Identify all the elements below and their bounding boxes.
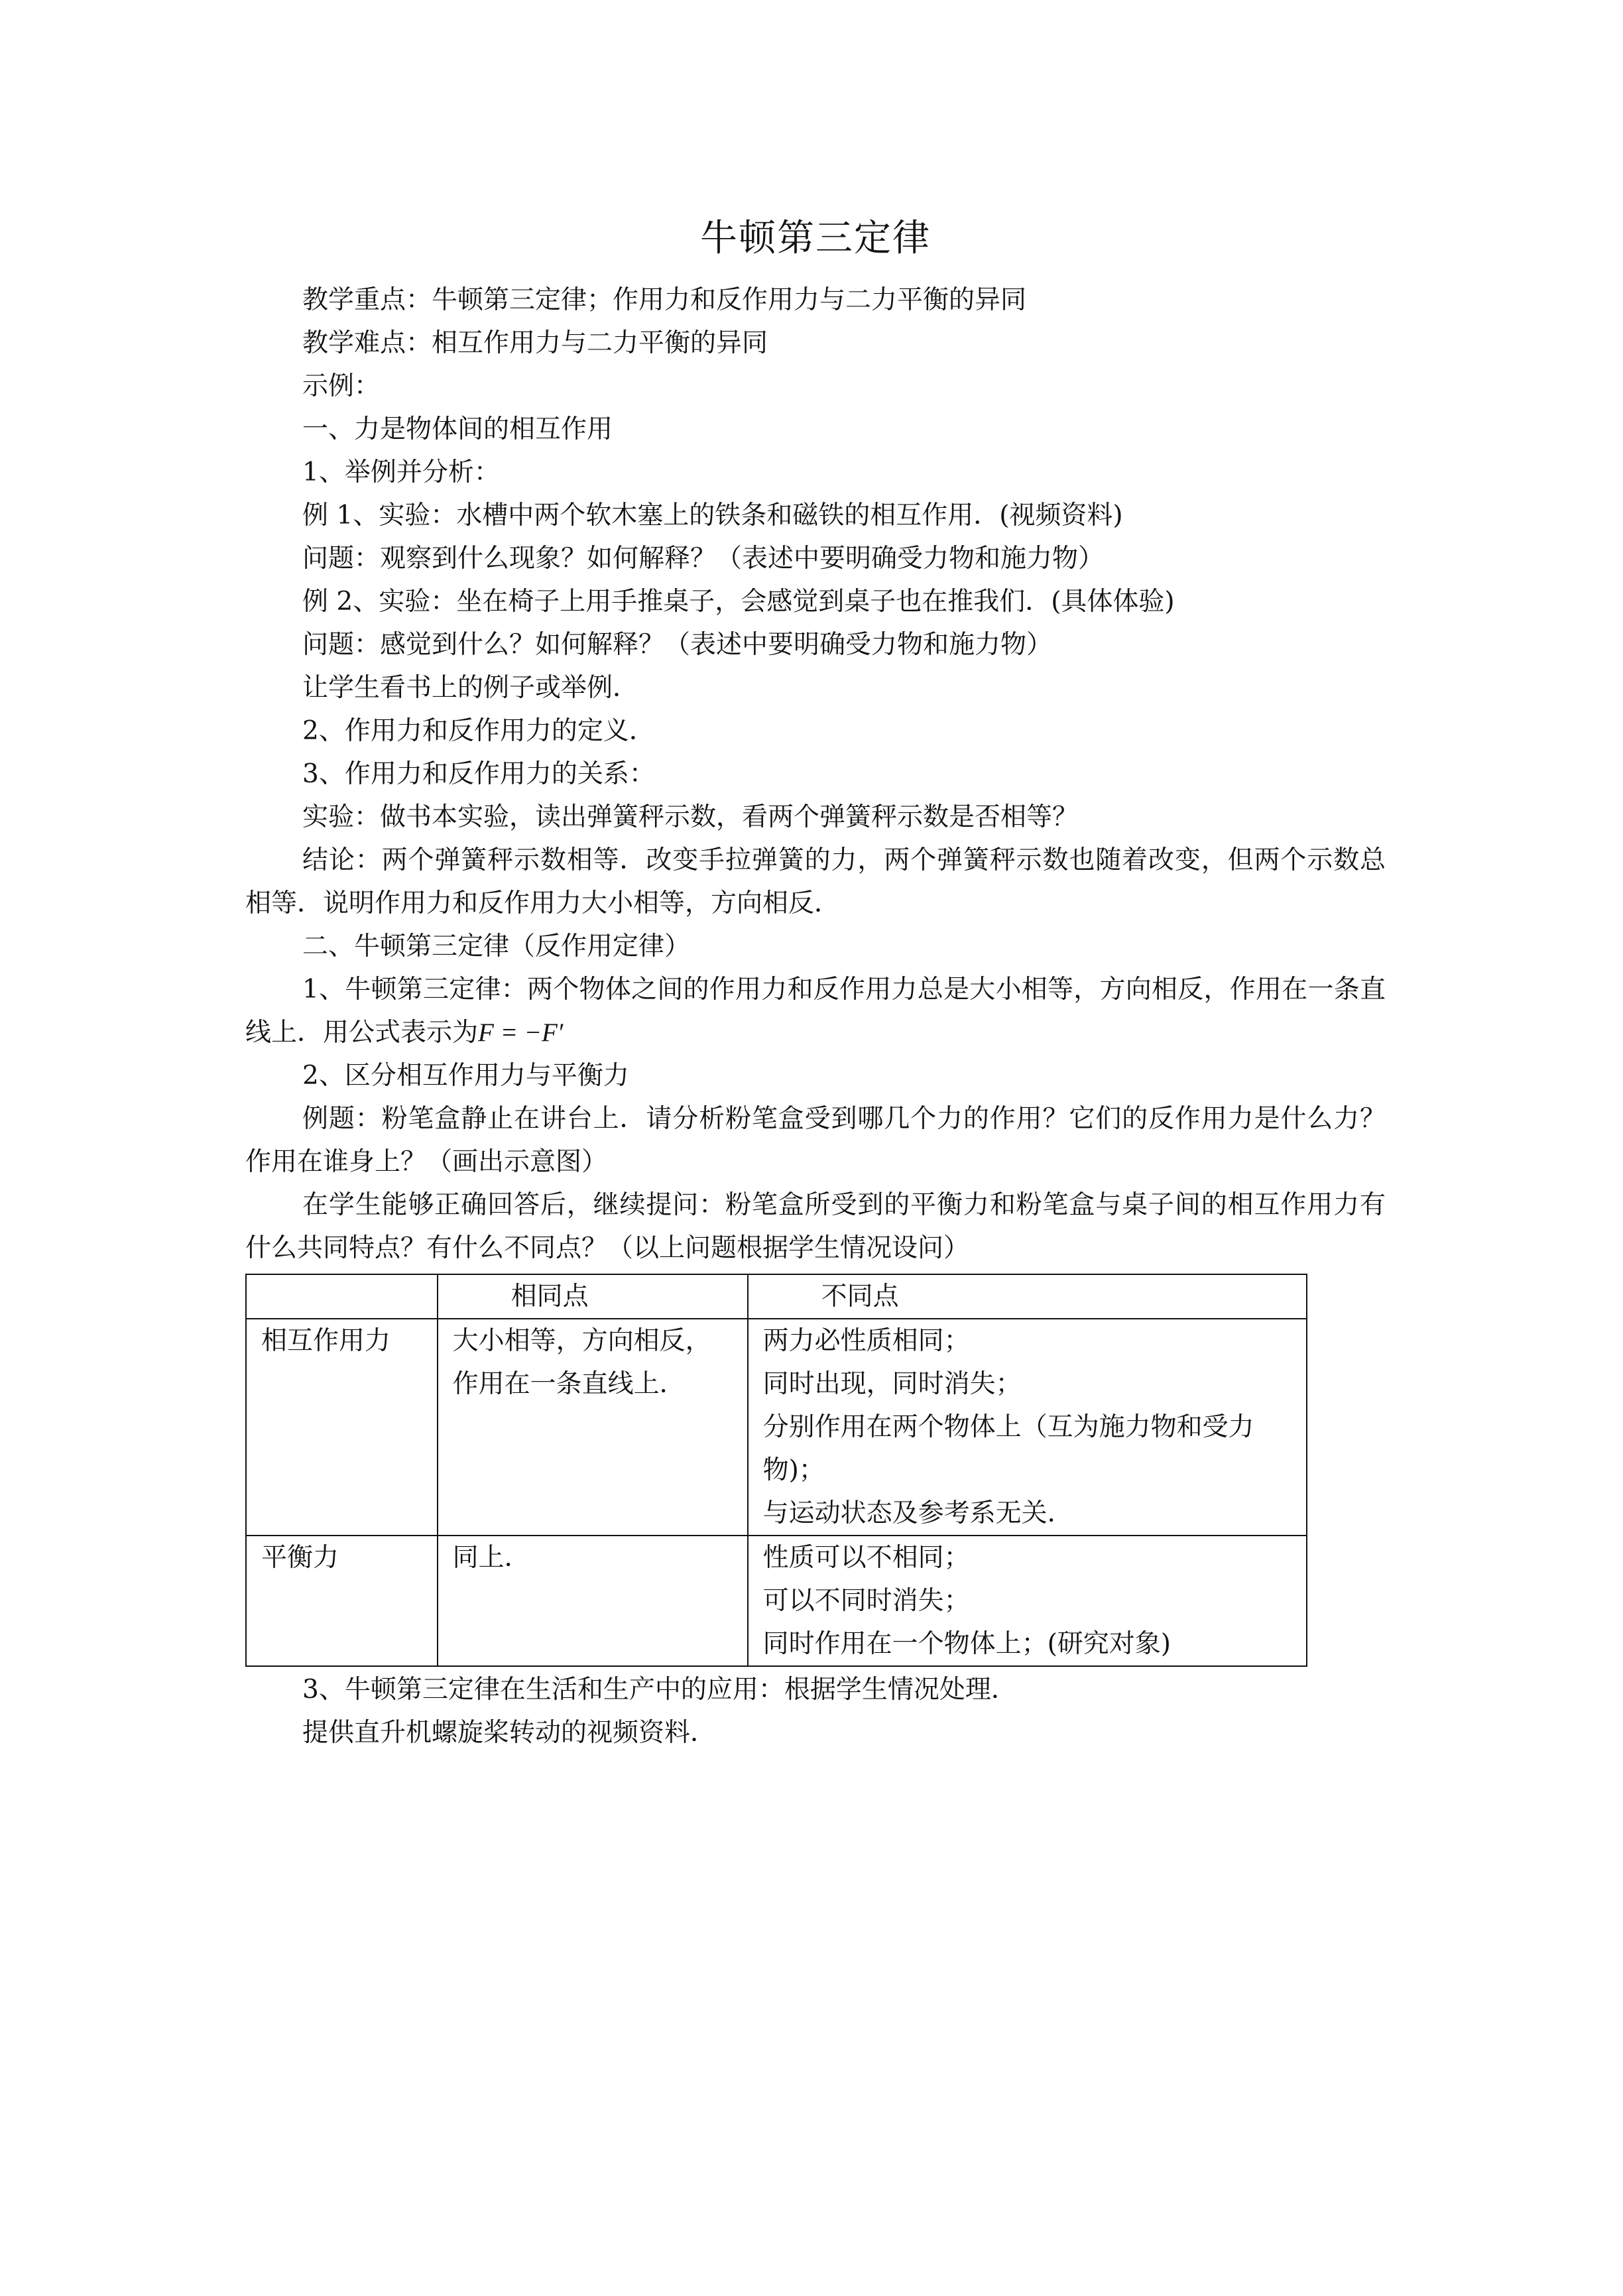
table-header-row <box>246 1274 1307 1319</box>
diff-item: 分别作用在两个物体上（互为施力物和受力物)； <box>762 1412 1254 1485</box>
paragraph-video: 提供直升机螺旋桨转动的视频资料． <box>302 1718 717 1748</box>
table-row <box>246 1319 1307 1536</box>
paragraph-difficulty: 教学难点：相互作用力与二力平衡的异同 <box>302 328 768 358</box>
paragraph-example-2: 例 2、实验：坐在椅子上用手推桌子，会感觉到桌子也在推我们．(具体体验) <box>302 587 1175 617</box>
paragraph-example-1: 例 1、实验：水槽中两个软木塞上的铁条和磁铁的相互作用．(视频资料) <box>302 501 1123 530</box>
table-cell-name: 平衡力 <box>246 1536 438 1666</box>
diff-item: 与运动状态及参考系无关． <box>762 1498 1073 1528</box>
paragraph-application: 3、牛顿第三定律在生活和生产中的应用：根据学生情况处理． <box>302 1675 1017 1705</box>
diff-item: 性质可以不相同； <box>762 1543 970 1573</box>
table-row <box>246 1536 1307 1666</box>
law-formula: F = −F′ <box>478 1018 564 1047</box>
paragraph-question-1: 问题：观察到什么现象？如何解释？（表述中要明确受力物和施力物） <box>302 544 1105 574</box>
table-cell-diff <box>748 1319 1307 1536</box>
document-title: 牛顿第三定律 <box>700 217 931 260</box>
subsection-heading: 1、举例并分析： <box>302 457 500 487</box>
paragraph-problem: 例题：粉笔盒静止在讲台上．请分析粉笔盒受到哪几个力的作用？它们的反作用力是什么力？作用在谁身上？（画出示意图） <box>245 1104 1386 1177</box>
table-cell-same: 同上． <box>438 1536 748 1666</box>
paragraph-experiment: 实验：做书本实验，读出弹簧秤示数，看两个弹簧秤示数是否相等？ <box>302 802 1079 832</box>
diff-item: 可以不同时消失； <box>762 1586 970 1616</box>
document-page <box>245 212 1386 1754</box>
paragraph-book-examples: 让学生看书上的例子或举例． <box>302 673 639 703</box>
law-text: 1、牛顿第三定律：两个物体之间的作用力和反作用力总是大小相等，方向相反，作用在一条直线上．用公式表示为 <box>245 975 1386 1048</box>
section-heading-1: 一、力是物体间的相互作用 <box>302 414 613 444</box>
diff-item: 两力必性质相同； <box>762 1326 970 1356</box>
paragraph-follow-up: 在学生能够正确回答后，继续提问：粉笔盒所受到的平衡力和粉笔盒与桌子间的相互作用力有什么共同特点？有什么不同点？（以上问题根据学生情况设问） <box>245 1190 1386 1263</box>
paragraph-conclusion: 结论：两个弹簧秤示数相等．改变手拉弹簧的力，两个弹簧秤示数也随着改变，但两个示数总相等．说明作用力和反作用力大小相等，方向相反． <box>245 845 1386 918</box>
paragraph-distinguish: 2、区分相互作用力与平衡力 <box>302 1061 629 1091</box>
paragraph-definition: 2、作用力和反作用力的定义． <box>302 716 655 746</box>
paragraph-law <box>245 968 1386 1054</box>
diff-item: 同时作用在一个物体上；(研究对象) <box>762 1629 1172 1659</box>
paragraph-relationship: 3、作用力和反作用力的关系： <box>302 759 655 789</box>
table-header-cell <box>246 1274 438 1319</box>
diff-item: 同时出现，同时消失； <box>762 1369 1022 1399</box>
paragraph-example-label: 示例： <box>302 371 381 401</box>
table-cell-same: 大小相等，方向相反，作用在一条直线上． <box>438 1319 748 1536</box>
paragraph-question-2: 问题：感觉到什么？如何解释？（表述中要明确受力物和施力物） <box>302 630 1053 660</box>
table-header-cell: 不同点 <box>748 1274 1307 1319</box>
paragraph-key-point: 教学重点：牛顿第三定律；作用力和反作用力与二力平衡的异同 <box>302 285 1027 315</box>
table-cell-name: 相互作用力 <box>246 1319 438 1536</box>
comparison-table <box>245 1274 1307 1667</box>
table-cell-diff <box>748 1536 1307 1666</box>
section-heading-2: 二、牛顿第三定律（反作用定律） <box>302 932 691 961</box>
table-header-cell: 相同点 <box>438 1274 748 1319</box>
